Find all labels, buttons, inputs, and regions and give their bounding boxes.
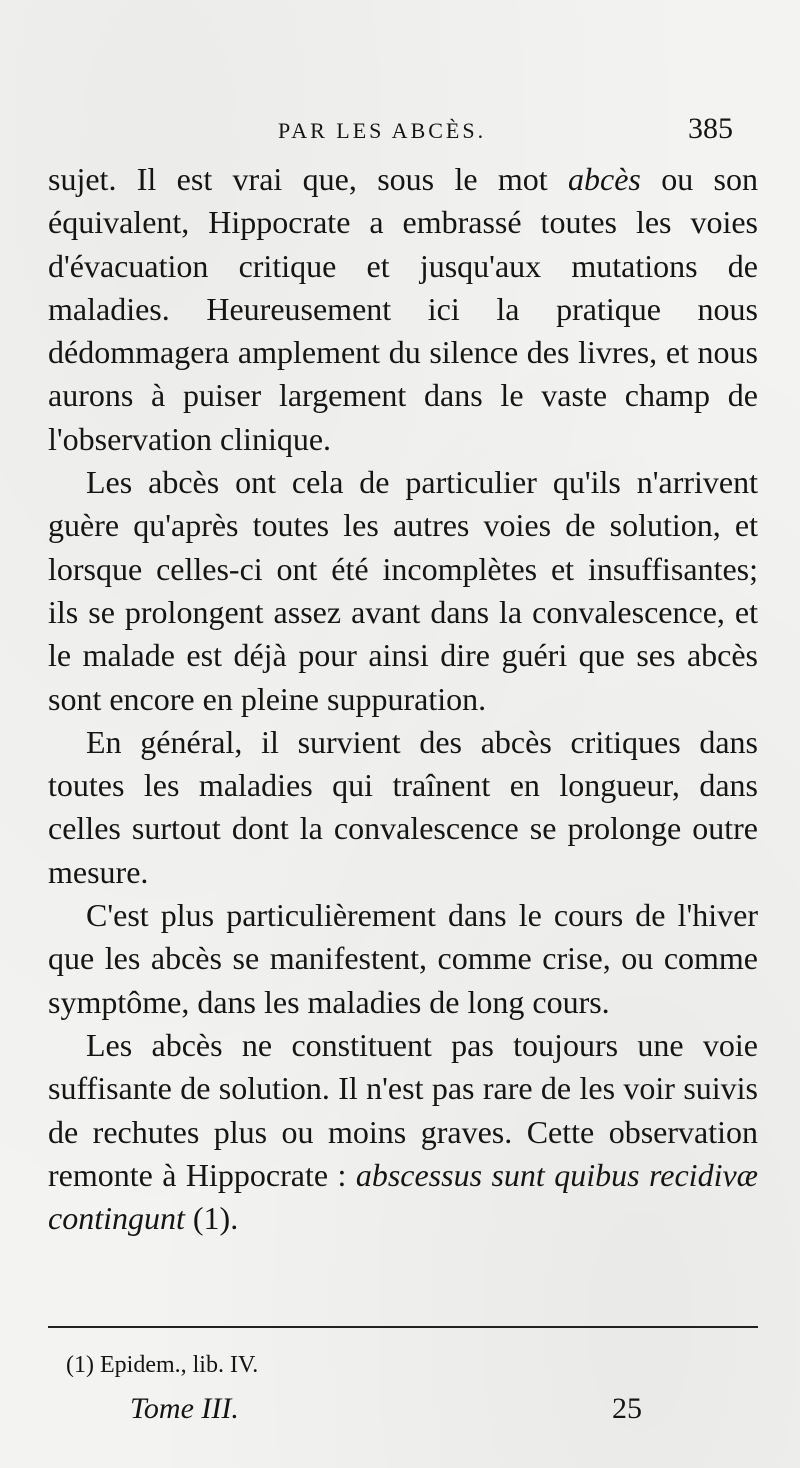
footnote: (1) Epidem., lib. IV. bbox=[66, 1352, 259, 1378]
text-segment: ou son équivalent, Hippocrate a embrassé toutes les voies d'évacuation critique et jusqu'aux mutations de maladies. Heureusement ici la pratique nous dédommagera amplement du silence des livres, et nous aurons à puiser largement dans le vaste champ de l'observation clinique. bbox=[48, 161, 759, 457]
paragraph bbox=[48, 158, 758, 461]
text-segment: En général, il survient des abcès critiques dans toutes les maladies qui traînent en longueur, dans celles surtout dont la convalescence se prolonge outre mesure. bbox=[48, 723, 758, 890]
text-segment: Les abcès ne constituent pas toujours une voie suffisante de solution. Il n'est pas rare de les voir suivis de rechutes plus ou moins graves. Cette observation remonte à Hippocrate : bbox=[48, 1026, 758, 1193]
text-segment: sujet. Il est vrai que, sous le mot bbox=[48, 161, 569, 197]
signature-volume: Tome III. bbox=[130, 1392, 239, 1425]
paragraph bbox=[48, 894, 758, 1024]
paragraph bbox=[48, 461, 758, 721]
text-segment: Les abcès ont cela de particulier qu'ils n'arrivent guère qu'après toutes les autres voies de solution, et lorsque celles-ci ont été incomplètes et insuffisantes; ils se prolongent assez avant dans la convalescence, et le malade est déjà pour ainsi dire guéri que ses abcès sont encore en pleine suppuration. bbox=[48, 464, 758, 717]
paragraph bbox=[48, 721, 758, 894]
signature-mark: 25 bbox=[612, 1392, 642, 1425]
text-segment: (1). bbox=[184, 1200, 239, 1237]
running-title: PAR LES ABCÈS. bbox=[278, 118, 487, 143]
page-number: 385 bbox=[688, 112, 733, 145]
footnote-rule bbox=[48, 1326, 758, 1328]
italic-text: abcès bbox=[568, 161, 641, 197]
running-head bbox=[0, 108, 800, 148]
body-text bbox=[48, 158, 758, 1240]
italic-text: abscessus sunt quibus recidivæ contingunt bbox=[48, 1156, 759, 1237]
text-segment: C'est plus particulièrement dans le cours de l'hiver que les abcès se manifestent, comme crise, ou comme symptôme, dans les maladies de long cours. bbox=[48, 897, 758, 1020]
paragraph bbox=[48, 1024, 758, 1240]
